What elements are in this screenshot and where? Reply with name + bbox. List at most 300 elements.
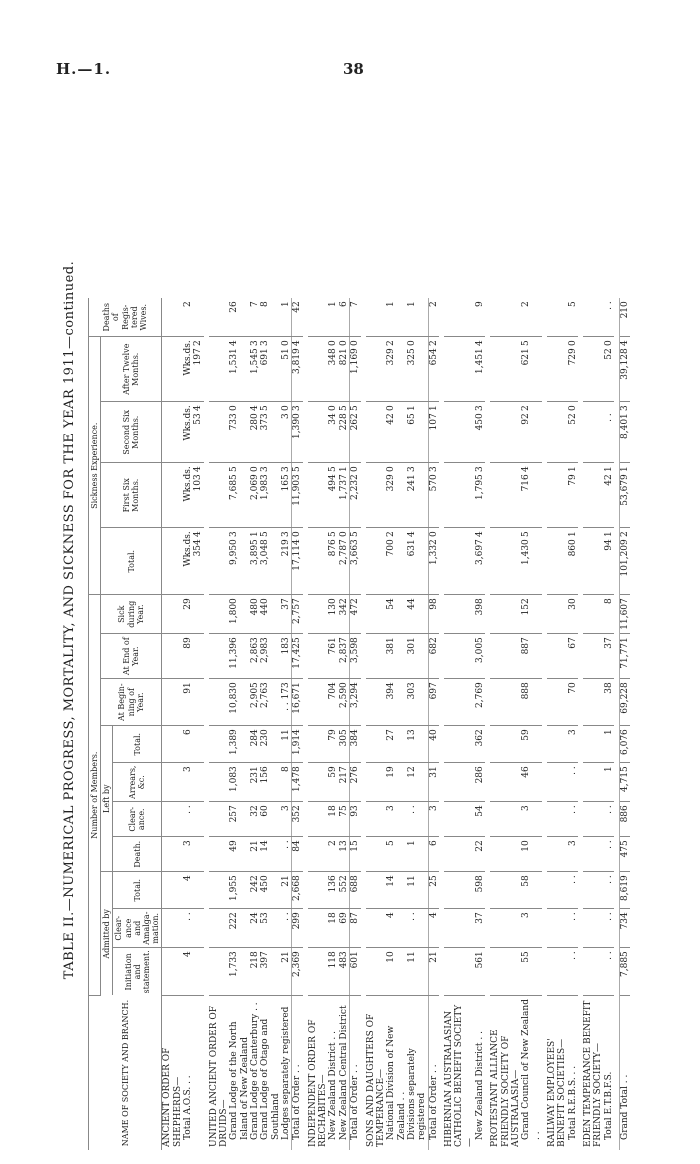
cell: 3,598 <box>350 634 361 679</box>
row-label: New Zealand District . . <box>474 1031 485 1140</box>
cell: 53 <box>260 909 281 948</box>
cell: 2,905 <box>250 679 260 726</box>
sickness-cell <box>444 528 475 595</box>
weeks-days-value: 7,6855 <box>229 466 240 500</box>
col-initiation: Initiation and statement. <box>113 948 162 996</box>
cell <box>547 595 568 634</box>
cell: 1,800 <box>229 595 250 634</box>
unit-header: Wks.ds. <box>183 405 193 441</box>
cell: 8 <box>281 763 292 802</box>
cell: 8 <box>604 595 614 634</box>
cell <box>444 802 475 837</box>
cell <box>209 909 230 948</box>
weeks-days-value: 101,2092 <box>620 531 631 577</box>
table-title: TABLE II.—NUMERICAL PROGRESS, MORTALITY, AND SICKNESS FOR THE YEAR 1911—continued. <box>62 260 77 980</box>
weeks-days-value: 1034 <box>193 466 204 492</box>
cell <box>209 634 230 679</box>
sickness-cell <box>490 528 521 595</box>
cell: 3 <box>428 802 439 837</box>
weeks-days-value: 17,1140 <box>292 531 303 571</box>
weeks-days-value: 2413 <box>406 466 417 492</box>
sickness-cell <box>366 528 387 595</box>
cell: 1,914 <box>292 726 303 763</box>
cell: 93 <box>350 802 361 837</box>
sickness-cell <box>229 528 250 595</box>
cell: 7,885 <box>620 948 631 996</box>
weeks-days-value: 8,4013 <box>620 405 631 439</box>
cell: 2,837 <box>339 634 350 679</box>
cell: 67 <box>568 634 578 679</box>
table-row <box>366 298 387 1150</box>
cell: 69 <box>339 909 350 948</box>
col-group-sickness: Sickness Experience. <box>89 337 101 595</box>
cell <box>162 763 183 802</box>
col-beginning: At Begin-ning of Year. <box>101 679 162 726</box>
cell: 450 <box>260 872 281 909</box>
cell: 29 <box>183 595 204 634</box>
weeks-days-value: 7164 <box>521 466 532 492</box>
cell: 49 <box>229 837 250 872</box>
cell: 352 <box>292 802 303 837</box>
cell: 21 <box>281 872 292 909</box>
table-row <box>209 298 230 1150</box>
table-row <box>292 298 303 1150</box>
cell: 6 <box>183 726 204 763</box>
cell <box>366 726 387 763</box>
sickness-cell <box>604 402 614 463</box>
weeks-days-value: 3292 <box>386 340 397 366</box>
cell-deaths-wives: 42 <box>292 298 303 337</box>
table-row <box>604 298 614 1150</box>
cell: 37 <box>475 909 485 948</box>
cell: 3 <box>521 802 542 837</box>
table-row <box>281 298 292 1150</box>
sickness-cell <box>547 337 568 402</box>
cell: 75 <box>339 802 350 837</box>
cell-deaths-wives: 2 <box>521 298 542 337</box>
weeks-days-value: 1,5314 <box>229 340 240 374</box>
cell: 2,983 <box>260 634 281 679</box>
sickness-cell <box>350 402 361 463</box>
cell: 84 <box>292 837 303 872</box>
cell: 12 <box>407 763 428 802</box>
col-sick: Sick during Year. <box>101 595 162 634</box>
sickness-cell <box>250 528 260 595</box>
table-row <box>444 298 475 1150</box>
weeks-days-value: 1,3903 <box>292 405 303 439</box>
sickness-cell <box>229 402 250 463</box>
row-label: New Zealand District . . <box>328 1031 339 1140</box>
cell <box>444 872 475 909</box>
weeks-days-value: 1,7953 <box>474 466 485 500</box>
cell: . . <box>568 909 578 948</box>
cell: 303 <box>407 679 428 726</box>
cell: 3 <box>183 837 204 872</box>
col-total-sick: Total. <box>101 528 162 595</box>
cell-deaths-wives <box>547 298 568 337</box>
row-label: Divisions separately registered <box>406 1048 428 1140</box>
cell <box>209 948 230 996</box>
cell: 342 <box>339 595 350 634</box>
sickness-cell <box>328 528 338 595</box>
sickness-cell <box>350 337 361 402</box>
cell: 24 <box>250 909 260 948</box>
cell-deaths-wives <box>490 298 521 337</box>
cell: 59 <box>328 763 338 802</box>
table-row <box>308 298 329 1150</box>
weeks-days-value: 4945 <box>328 466 339 492</box>
cell <box>308 909 329 948</box>
cell <box>308 802 329 837</box>
weeks-days-value: 7002 <box>386 531 397 557</box>
cell: 11,396 <box>229 634 250 679</box>
sickness-cell <box>583 402 604 463</box>
sickness-cell <box>183 528 204 595</box>
cell: 13 <box>339 837 350 872</box>
row-label: Grand Lodge of the North Island of New Zealand <box>229 1021 250 1140</box>
cell <box>547 872 568 909</box>
cell: 397 <box>260 948 281 996</box>
cell: 55 <box>521 948 542 996</box>
cell <box>366 837 387 872</box>
sickness-cell <box>490 337 521 402</box>
cell <box>547 837 568 872</box>
sickness-cell <box>281 402 292 463</box>
col-after-twelve: After Twelve Months. <box>101 337 162 402</box>
cell <box>209 679 230 726</box>
sickness-cell <box>475 402 485 463</box>
cell: 69,228 <box>620 679 631 726</box>
cell: 10 <box>386 948 407 996</box>
weeks-days-value: 3480 <box>328 340 339 366</box>
table-row <box>547 298 568 1150</box>
cell: 2,757 <box>292 595 303 634</box>
sickness-cell <box>604 528 614 595</box>
cell <box>583 634 604 679</box>
sickness-cell <box>568 463 578 528</box>
cell <box>490 872 521 909</box>
cell: 394 <box>386 679 407 726</box>
sickness-cell <box>366 402 387 463</box>
table-row <box>162 298 183 1150</box>
cell <box>547 679 568 726</box>
cell: 91 <box>183 679 204 726</box>
cell <box>490 726 521 763</box>
col-group-members: Number of Members. <box>89 595 101 996</box>
cell: 886 <box>620 802 631 837</box>
cell: 71,771 <box>620 634 631 679</box>
page-header <box>0 0 700 90</box>
sickness-cell <box>490 463 521 528</box>
weeks-days-value: 420 <box>386 405 397 425</box>
weeks-days-value: 39,1284 <box>620 340 631 380</box>
cell: 688 <box>350 872 361 909</box>
sickness-cell <box>428 463 439 528</box>
cell <box>490 802 521 837</box>
weeks-days-value: 53,6791 <box>620 466 631 506</box>
sickness-cell <box>281 337 292 402</box>
weeks-days-value: 1,3320 <box>428 531 439 565</box>
sickness-cell <box>281 463 292 528</box>
cell: . . <box>604 837 614 872</box>
sickness-cell <box>444 402 475 463</box>
cell: . . <box>281 837 292 872</box>
cell <box>583 909 604 948</box>
cell <box>308 872 329 909</box>
cell <box>583 595 604 634</box>
cell: 286 <box>475 763 485 802</box>
cell: 37 <box>281 595 292 634</box>
cell: 58 <box>521 872 542 909</box>
weeks-days-value: . . <box>603 413 614 422</box>
cell <box>444 837 475 872</box>
cell: 10,830 <box>229 679 250 726</box>
weeks-days-value: 8765 <box>328 531 339 557</box>
cell <box>547 763 568 802</box>
sickness-cell <box>328 337 338 402</box>
sickness-cell <box>260 463 281 528</box>
cell: 2,668 <box>292 872 303 909</box>
cell: 3 <box>521 909 542 948</box>
row-label: UNITED ANCIENT ORDER OF DRUIDS— <box>208 1006 230 1147</box>
cell-deaths-wives: 7 <box>250 298 260 337</box>
cell: . . <box>568 948 578 996</box>
cell: 472 <box>350 595 361 634</box>
cell: 561 <box>475 948 485 996</box>
cell <box>583 948 604 996</box>
weeks-days-value: 1,1690 <box>350 340 361 374</box>
cell <box>366 595 387 634</box>
weeks-days-value: 520 <box>567 405 578 425</box>
sickness-cell <box>183 337 204 402</box>
row-label: Grand Total . . <box>620 996 631 1151</box>
weeks-days-value: 30 <box>281 405 292 419</box>
weeks-days-value: 534 <box>193 405 204 425</box>
cell: 552 <box>339 872 350 909</box>
cell <box>444 763 475 802</box>
weeks-days-value: 1653 <box>281 466 292 492</box>
sickness-cell <box>583 463 604 528</box>
cell: 1,478 <box>292 763 303 802</box>
sickness-cell <box>521 337 542 402</box>
cell <box>490 837 521 872</box>
cell-deaths-wives <box>308 298 329 337</box>
weeks-days-value: 2,7870 <box>338 531 349 565</box>
sickness-cell <box>162 402 183 463</box>
sickness-cell <box>547 528 568 595</box>
cell <box>162 872 183 909</box>
table-row <box>386 298 407 1150</box>
sickness-cell <box>183 463 204 528</box>
page-reference: H.—1. <box>56 60 112 78</box>
sickness-cell <box>521 402 542 463</box>
cell-deaths-wives: . . <box>604 298 614 337</box>
cell: 483 <box>339 948 350 996</box>
row-label: Total R.E.B.S. . . <box>567 1065 578 1140</box>
weeks-days-value: 6913 <box>260 340 271 366</box>
cell <box>162 802 183 837</box>
cell-deaths-wives: 9 <box>475 298 485 337</box>
sickness-cell <box>407 402 428 463</box>
cell: 4 <box>183 872 204 909</box>
table-row <box>339 298 350 1150</box>
col-clearance-left: Clear-ance. <box>113 802 162 837</box>
cell <box>366 763 387 802</box>
cell: 697 <box>428 679 439 726</box>
cell: 381 <box>386 634 407 679</box>
sickness-cell <box>339 463 350 528</box>
sickness-cell <box>475 463 485 528</box>
cell <box>490 763 521 802</box>
table-row <box>428 298 439 1150</box>
cell <box>366 948 387 996</box>
sickness-cell <box>229 337 250 402</box>
cell: 22 <box>475 837 485 872</box>
cell: . . <box>183 802 204 837</box>
col-total-admitted: Total. <box>113 872 162 909</box>
cell-deaths-wives: 1 <box>281 298 292 337</box>
cell <box>490 909 521 948</box>
sickness-cell <box>250 463 260 528</box>
weeks-days-value: 1972 <box>193 340 204 366</box>
weeks-days-value: 1,7371 <box>338 466 349 500</box>
sickness-cell <box>366 337 387 402</box>
cell: 2,369 <box>292 948 303 996</box>
sickness-cell <box>568 337 578 402</box>
cell-deaths-wives: 2 <box>428 298 439 337</box>
cell: . . <box>568 872 578 909</box>
table-row <box>521 298 542 1150</box>
sickness-cell <box>339 337 350 402</box>
cell-deaths-wives: 26 <box>229 298 250 337</box>
weeks-days-value: 2,2320 <box>350 466 361 500</box>
cell: 2,769 <box>475 679 485 726</box>
cell-deaths-wives: 210 <box>620 298 631 337</box>
cell <box>209 802 230 837</box>
cell-deaths-wives <box>209 298 230 337</box>
table-row <box>407 298 428 1150</box>
cell <box>490 595 521 634</box>
row-label: Total of Order . . <box>350 996 361 1151</box>
cell <box>162 948 183 996</box>
cell: 887 <box>521 634 542 679</box>
sickness-cell <box>583 337 604 402</box>
row-label: National Division of New Zealand . . <box>386 1025 407 1140</box>
cell: 38 <box>604 679 614 726</box>
weeks-days-value: 1,9833 <box>260 466 271 500</box>
weeks-days-value: 11,9035 <box>292 466 303 506</box>
col-total-left: Total. <box>113 726 162 763</box>
cell: 15 <box>350 837 361 872</box>
cell: 40 <box>428 726 439 763</box>
col-deaths-wives: Deaths of Regis-tered Wives. <box>89 298 162 337</box>
cell: 362 <box>475 726 485 763</box>
cell: 118 <box>328 948 338 996</box>
weeks-days-value: 3290 <box>386 466 397 492</box>
cell: 3 <box>568 837 578 872</box>
cell <box>583 763 604 802</box>
weeks-days-value: 421 <box>603 466 614 486</box>
cell: 2,763 <box>260 679 281 726</box>
sickness-cell <box>250 402 260 463</box>
table-row <box>350 298 361 1150</box>
cell: 54 <box>386 595 407 634</box>
cell: 156 <box>260 763 281 802</box>
cell <box>583 872 604 909</box>
weeks-days-value: 3544 <box>193 531 204 557</box>
cell: 11 <box>281 726 292 763</box>
cell <box>162 595 183 634</box>
weeks-days-value: 8601 <box>567 531 578 557</box>
cell <box>209 595 230 634</box>
sickness-cell <box>308 337 329 402</box>
weeks-days-value: 6314 <box>406 531 417 557</box>
cell <box>490 634 521 679</box>
cell: . . <box>604 948 614 996</box>
cell <box>209 726 230 763</box>
sickness-cell <box>428 402 439 463</box>
cell <box>162 679 183 726</box>
cell: 32 <box>250 802 260 837</box>
weeks-days-value: 4503 <box>474 405 485 431</box>
sickness-cell <box>386 337 407 402</box>
col-group-admitted: Admitted by <box>101 872 113 996</box>
sickness-cell <box>604 337 614 402</box>
cell: 301 <box>407 634 428 679</box>
cell: 3,294 <box>350 679 361 726</box>
row-label: PROTESTANT ALLIANCE FRIENDLY SOCIETY OF AUSTRALASIA— <box>490 1029 521 1147</box>
cell: . . <box>604 872 614 909</box>
cell: 2,590 <box>339 679 350 726</box>
cell: 11 <box>407 872 428 909</box>
table-row <box>260 298 281 1150</box>
sickness-cell <box>260 528 281 595</box>
cell: 4 <box>183 948 204 996</box>
cell: 3 <box>386 802 407 837</box>
cell: 888 <box>521 679 542 726</box>
cell: 734 <box>620 909 631 948</box>
weeks-days-value: 510 <box>281 340 292 360</box>
table-row <box>620 298 631 1150</box>
weeks-days-value: 340 <box>328 405 339 425</box>
sickness-cell <box>620 402 631 463</box>
sickness-cell <box>162 337 183 402</box>
cell: 17,425 <box>292 634 303 679</box>
cell: 89 <box>183 634 204 679</box>
table-body <box>162 298 631 1150</box>
cell: 152 <box>521 595 542 634</box>
sickness-cell <box>583 528 604 595</box>
cell: 14 <box>260 837 281 872</box>
col-arrears: Arrears, &c. <box>113 763 162 802</box>
cell-deaths-wives <box>583 298 604 337</box>
cell <box>583 837 604 872</box>
weeks-days-value: 3735 <box>260 405 271 431</box>
sickness-cell <box>292 402 303 463</box>
sickness-cell <box>428 337 439 402</box>
unit-header: Wks.ds. <box>183 466 193 502</box>
sickness-cell <box>444 337 475 402</box>
cell: 242 <box>250 872 260 909</box>
cell: 5 <box>386 837 407 872</box>
sickness-cell <box>568 402 578 463</box>
cell-deaths-wives <box>444 298 475 337</box>
sickness-cell <box>386 528 407 595</box>
cell: 3 <box>568 726 578 763</box>
row-label: ANCIENT ORDER OF SHEPHERDS— <box>162 1047 183 1147</box>
cell: 4 <box>428 909 439 948</box>
cell: 60 <box>260 802 281 837</box>
